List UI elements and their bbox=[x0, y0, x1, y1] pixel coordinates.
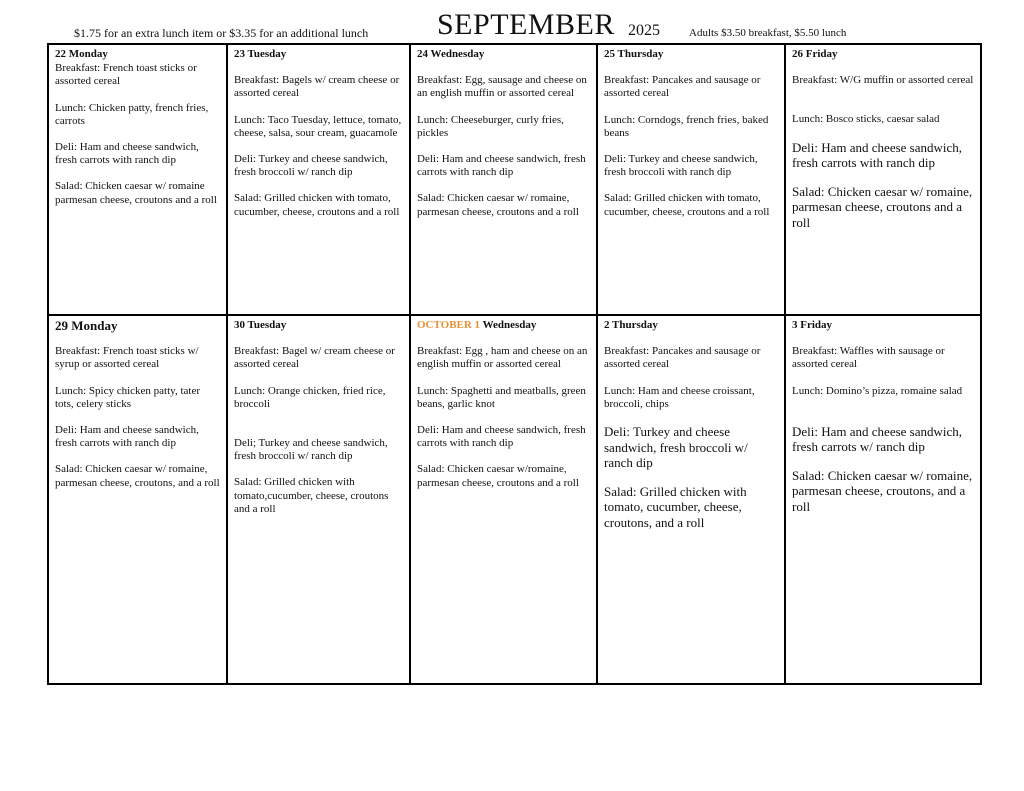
calendar-header bbox=[0, 0, 1024, 44]
deli-entry: Deli: Turkey and cheese sandwich, fresh broccoli with ranch dip bbox=[604, 153, 758, 179]
day-cell-sep-23 bbox=[228, 45, 411, 316]
breakfast-entry: Breakfast: Bagels w/ cream cheese or assorted cereal bbox=[234, 74, 400, 100]
lunch-entry: Lunch: Domino’s pizza, romaine salad bbox=[792, 384, 963, 397]
salad-entry: Salad: Grilled chicken with tomato, cucumber, cheese, croutons and a roll bbox=[234, 192, 400, 218]
lunch-entry: Lunch: Chicken patty, french fries, carrots bbox=[55, 101, 209, 127]
salad-entry: Salad: Chicken caesar w/romaine, parmesan cheese, croutons and a roll bbox=[417, 463, 579, 489]
breakfast-entry: Breakfast: W/G muffin or assorted cereal bbox=[792, 74, 974, 87]
day-cell-oct-2 bbox=[598, 316, 786, 683]
month-title: SEPTEMBER bbox=[437, 8, 615, 41]
deli-entry: Deli; Turkey and cheese sandwich, fresh broccoli w/ ranch dip bbox=[234, 437, 388, 463]
lunch-entry: Lunch: Corndogs, french fries, baked beans bbox=[604, 113, 769, 139]
day-heading: 2 Thursday bbox=[604, 319, 658, 331]
lunch-entry: Lunch: Orange chicken, fried rice, broccoli bbox=[234, 384, 386, 410]
day-cell-sep-25 bbox=[598, 45, 786, 316]
day-cell-sep-29 bbox=[49, 316, 228, 683]
lunch-entry: Lunch: Taco Tuesday, lettuce, tomato, cheese, salsa, sour cream, guacamole bbox=[234, 113, 402, 139]
day-cell-oct-1 bbox=[411, 316, 598, 683]
day-cell-oct-3 bbox=[786, 316, 980, 683]
breakfast-entry: Breakfast: Waffles with sausage or assorted cereal bbox=[792, 345, 945, 371]
lunch-entry: Lunch: Spicy chicken patty, tater tots, celery sticks bbox=[55, 384, 200, 410]
day-heading bbox=[417, 319, 590, 332]
lunch-entry: Lunch: Cheeseburger, curly fries, pickles bbox=[417, 113, 564, 139]
day-heading: 23 Tuesday bbox=[234, 48, 287, 60]
breakfast-entry: Breakfast: Pancakes and sausage or assorted cereal bbox=[604, 345, 761, 371]
breakfast-entry: Breakfast: Egg , ham and cheese on an english muffin or assorted cereal bbox=[417, 345, 588, 371]
salad-entry: Salad: Chicken caesar w/ romaine, parmesan cheese, croutons and a roll bbox=[417, 192, 579, 218]
breakfast-entry: Breakfast: French toast sticks or assorted cereal bbox=[55, 62, 197, 88]
adult-price-note: Adults $3.50 breakfast, $5.50 lunch bbox=[689, 27, 847, 39]
day-cell-sep-30 bbox=[228, 316, 411, 683]
lunch-entry: Lunch: Spaghetti and meatballs, green beans, garlic knot bbox=[417, 384, 586, 410]
menu-calendar-grid bbox=[47, 43, 982, 685]
day-heading: 25 Thursday bbox=[604, 48, 664, 60]
salad-entry: Salad: Chicken caesar w/ romaine parmesan cheese, croutons and a roll bbox=[55, 180, 217, 206]
salad-entry: Salad: Grilled chicken with tomato, cucumber, cheese, croutons and a roll bbox=[604, 192, 770, 218]
year-label: 2025 bbox=[628, 22, 660, 39]
salad-entry: Salad: Grilled chicken with tomato, cucumber, cheese, croutons, and a roll bbox=[604, 483, 747, 530]
deli-entry: Deli: Ham and cheese sandwich, fresh carrots with ranch dip bbox=[417, 424, 586, 450]
salad-entry: Salad: Grilled chicken with tomato,cucumber, cheese, croutons and a roll bbox=[234, 476, 389, 515]
breakfast-entry: Breakfast: Pancakes and sausage or assorted cereal bbox=[604, 74, 761, 100]
day-heading: 29 Monday bbox=[55, 318, 118, 333]
day-cell-sep-24 bbox=[411, 45, 598, 316]
salad-entry: Salad: Chicken caesar w/ romaine, parmesan cheese, croutons, and a roll bbox=[792, 467, 973, 514]
deli-entry: Deli: Turkey and cheese sandwich, fresh broccoli w/ ranch dip bbox=[234, 153, 388, 179]
deli-entry: Deli: Ham and cheese sandwich, fresh carrots with ranch dip bbox=[792, 139, 963, 171]
day-heading: 26 Friday bbox=[792, 48, 838, 60]
lunch-entry: Lunch: Bosco sticks, caesar salad bbox=[792, 113, 940, 126]
day-heading: 22 Monday bbox=[55, 48, 108, 60]
deli-entry: Deli: Ham and cheese sandwich, fresh carrots with ranch dip bbox=[417, 153, 586, 179]
deli-entry: Deli: Ham and cheese sandwich, fresh carrots w/ ranch dip bbox=[792, 423, 963, 455]
deli-entry: Deli: Turkey and cheese sandwich, fresh broccoli w/ ranch dip bbox=[604, 424, 748, 471]
day-heading: 24 Wednesday bbox=[417, 48, 485, 60]
breakfast-entry: Breakfast: Bagel w/ cream cheese or assorted cereal bbox=[234, 345, 395, 371]
salad-entry: Salad: Chicken caesar w/ romaine, parmesan cheese, croutons, and a roll bbox=[55, 463, 220, 489]
deli-entry: Deli: Ham and cheese sandwich, fresh carrots with ranch dip bbox=[55, 141, 199, 167]
breakfast-entry: Breakfast: Egg, sausage and cheese on an english muffin or assorted cereal bbox=[417, 74, 587, 100]
day-cell-sep-26 bbox=[786, 45, 980, 316]
extra-lunch-price-note: $1.75 for an extra lunch item or $3.35 for an additional lunch bbox=[74, 26, 369, 40]
breakfast-entry: Breakfast: French toast sticks w/ syrup or assorted cereal bbox=[55, 345, 199, 371]
salad-entry: Salad: Chicken caesar w/ romaine, parmesan cheese, croutons and a roll bbox=[792, 183, 973, 230]
deli-entry: Deli: Ham and cheese sandwich, fresh carrots with ranch dip bbox=[55, 424, 199, 450]
day-heading: 3 Friday bbox=[792, 319, 833, 331]
lunch-entry: Lunch: Ham and cheese croissant, broccoli, chips bbox=[604, 384, 755, 410]
weekday-label: Wednesday bbox=[480, 319, 537, 331]
month-change-label: OCTOBER 1 bbox=[417, 319, 481, 331]
day-heading: 30 Tuesday bbox=[234, 319, 287, 331]
day-cell-sep-22 bbox=[49, 45, 228, 316]
